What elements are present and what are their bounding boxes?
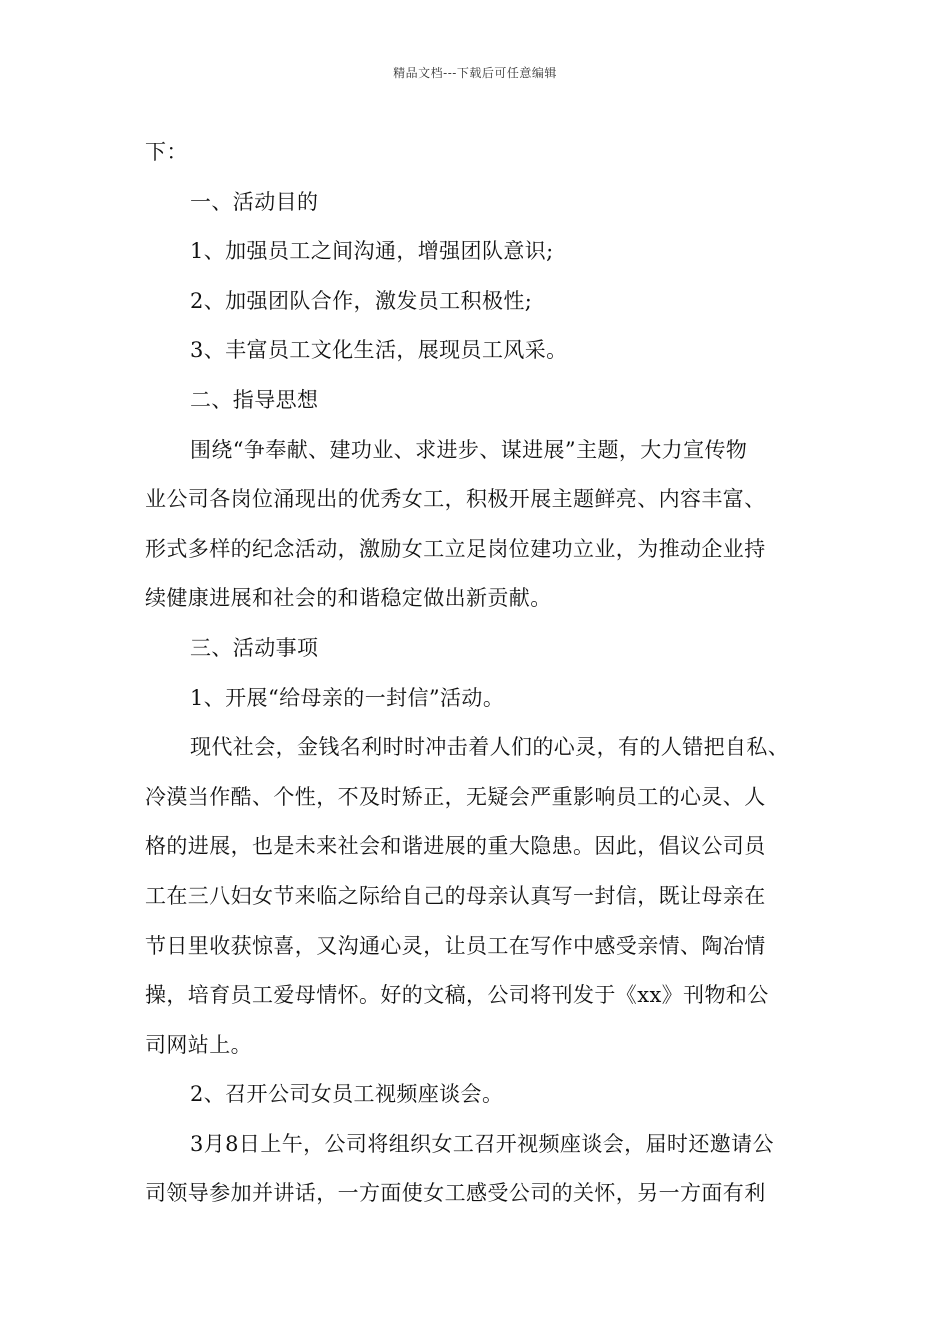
list-item: 3、丰富员工文化生活，展现员工风采。 bbox=[190, 338, 568, 363]
paragraph-line: 操，培育员工爱母情怀。好的文稿，公司将刊发于《xx》刊物和公 bbox=[145, 983, 769, 1008]
paragraph-line: 司网站上。 bbox=[145, 1032, 252, 1057]
page-header: 精品文档---下载后可任意编辑 bbox=[393, 66, 557, 80]
paragraph-line: 业公司各岗位涌现出的优秀女工，积极开展主题鲜亮、内容丰富、 bbox=[145, 487, 766, 512]
paragraph-line: 司领导参加并讲话，一方面使女工感受公司的关怀，另一方面有利 bbox=[145, 1181, 766, 1206]
list-item: 1、加强员工之间沟通，增强团队意识; bbox=[190, 239, 554, 264]
paragraph-line: 格的进展，也是未来社会和谐进展的重大隐患。因此，倡议公司员 bbox=[145, 834, 766, 859]
subsection-heading: 1、开展“给母亲的一封信”活动。 bbox=[190, 685, 505, 710]
subsection-heading: 2、召开公司女员工视频座谈会。 bbox=[190, 1082, 504, 1107]
paragraph-line: 续健康进展和社会的和谐稳定做出新贡献。 bbox=[145, 586, 552, 611]
section-heading: 二、指导思想 bbox=[190, 387, 319, 412]
section-heading: 三、活动事项 bbox=[190, 635, 319, 660]
paragraph-line: 现代社会，金钱名利时时冲击着人们的心灵，有的人错把自私、 bbox=[190, 735, 790, 760]
paragraph-line: 形式多样的纪念活动，激励女工立足岗位建功立业，为推动企业持 bbox=[145, 536, 766, 561]
document-body bbox=[145, 128, 835, 1219]
section-heading: 一、活动目的 bbox=[190, 189, 319, 214]
list-item: 2、加强团队合作，激发员工积极性; bbox=[190, 288, 533, 313]
text-line: 下： bbox=[145, 140, 188, 164]
paragraph-line: 工在三八妇女节来临之际给自己的母亲认真写一封信，既让母亲在 bbox=[145, 883, 766, 908]
paragraph-line: 节日里收获惊喜，又沟通心灵，让员工在写作中感受亲情、陶冶情 bbox=[145, 933, 766, 958]
paragraph-line: 冷漠当作酷、个性，不及时矫正，无疑会严重影响员工的心灵、人 bbox=[145, 784, 766, 809]
paragraph-line: 围绕“争奉献、建功业、求进步、谋进展”主题，大力宣传物 bbox=[190, 437, 748, 462]
paragraph-line: 3月8日上午，公司将组织女工召开视频座谈会，届时还邀请公 bbox=[190, 1131, 774, 1156]
